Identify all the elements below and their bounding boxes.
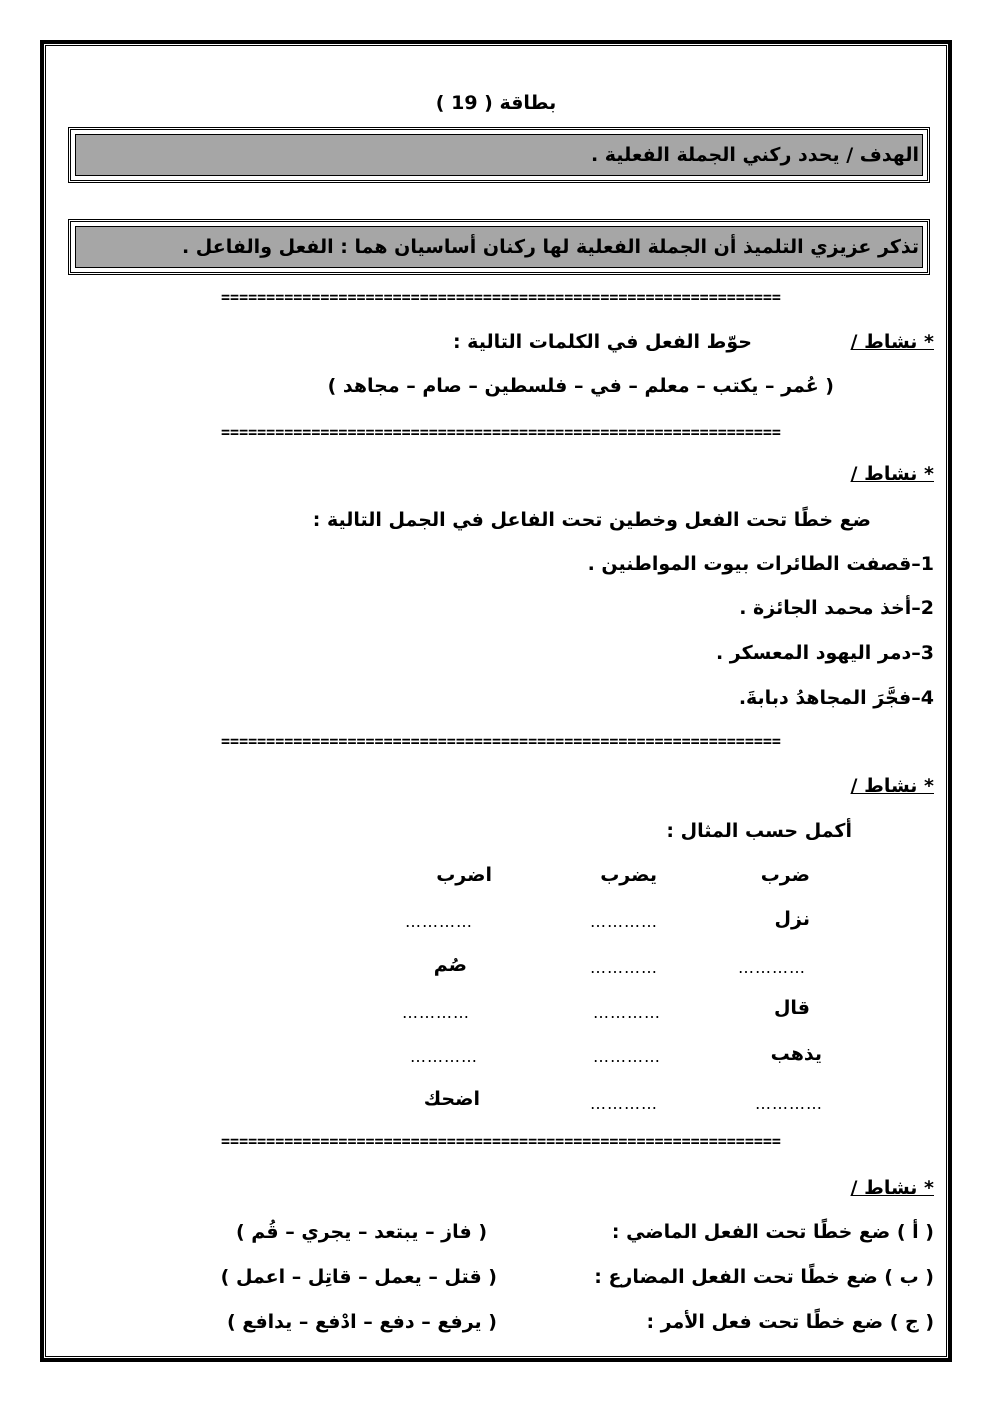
goal-box [68, 127, 930, 183]
activity1-words: ( عُمر – يكتب – معلم – في – فلسطين – صام – مجاهد ) [327, 375, 834, 397]
blank-dots: ………… [590, 1094, 658, 1113]
blank-dots: ………… [590, 958, 658, 977]
blank-dots: ………… [593, 1003, 661, 1022]
blank-dots: ………… [410, 1047, 478, 1066]
card-title: بطاقة ( 19 ) [435, 92, 557, 114]
sentence-item: 3–دمر اليهود المعسكر . [715, 642, 934, 664]
verb-present: يضرب [600, 864, 657, 886]
activity4-instruction: ( ج ) ضع خطًا تحت فعل الأمر : [646, 1311, 934, 1333]
activity-label: * نشاط / [850, 331, 934, 353]
separator-line: ============================================================== [221, 1133, 781, 1149]
verb-imperative: صُم [433, 954, 467, 976]
activity2-instruction: ضع خطًا تحت الفعل وخطين تحت الفاعل في الجمل التالية : [312, 509, 871, 531]
separator-line: ============================================================== [221, 733, 781, 749]
activity4-words: ( فاز – يبتعد – يجري – قُم ) [235, 1221, 487, 1243]
blank-dots: ………… [405, 912, 473, 931]
activity-label: * نشاط / [850, 1177, 934, 1199]
verb-imperative: اضرب [436, 864, 492, 886]
verb-past: يذهب [770, 1043, 822, 1065]
goal-text: الهدف / يحدد ركني الجملة الفعلية . [590, 144, 919, 166]
activity4-words: ( قتل – يعمل – قاتِل – اعمل ) [220, 1266, 497, 1288]
verb-imperative: اضحك [423, 1088, 480, 1110]
activity4-words: ( يرفع – دفع – ادْفع – يدافع ) [226, 1311, 497, 1333]
blank-dots: ………… [755, 1094, 823, 1113]
activity4-instruction: ( ب ) ضع خطًا تحت الفعل المضارع : [594, 1266, 934, 1288]
blank-dots: ………… [402, 1003, 470, 1022]
activity-label: * نشاط / [850, 463, 934, 485]
verb-past: ضرب [760, 864, 810, 886]
sentence-item: 1–قصفت الطائرات بيوت المواطنين . [587, 553, 934, 575]
blank-dots: ………… [590, 912, 658, 931]
activity4-instruction: ( أ ) ضع خطًا تحت الفعل الماضي : [611, 1221, 934, 1243]
activity1-instruction: حوّط الفعل في الكلمات التالية : [452, 331, 752, 353]
reminder-text: تذكر عزيزي التلميذ أن الجملة الفعلية لها ركنان أساسيان هما : الفعل والفاعل . [181, 236, 919, 258]
verb-past: نزل [774, 908, 810, 930]
reminder-box [68, 219, 930, 275]
verb-past: قال [773, 997, 810, 1019]
blank-dots: ………… [738, 958, 806, 977]
activity-label: * نشاط / [850, 775, 934, 797]
separator-line: ============================================================== [221, 289, 781, 305]
activity3-instruction: أكمل حسب المثال : [666, 820, 852, 842]
separator-line: ============================================================== [221, 424, 781, 440]
sentence-item: 2–أخذ محمد الجائزة . [739, 597, 934, 619]
blank-dots: ………… [593, 1047, 661, 1066]
sentence-item: 4–فجَّرَ المجاهدُ دبابةَ. [738, 687, 934, 709]
